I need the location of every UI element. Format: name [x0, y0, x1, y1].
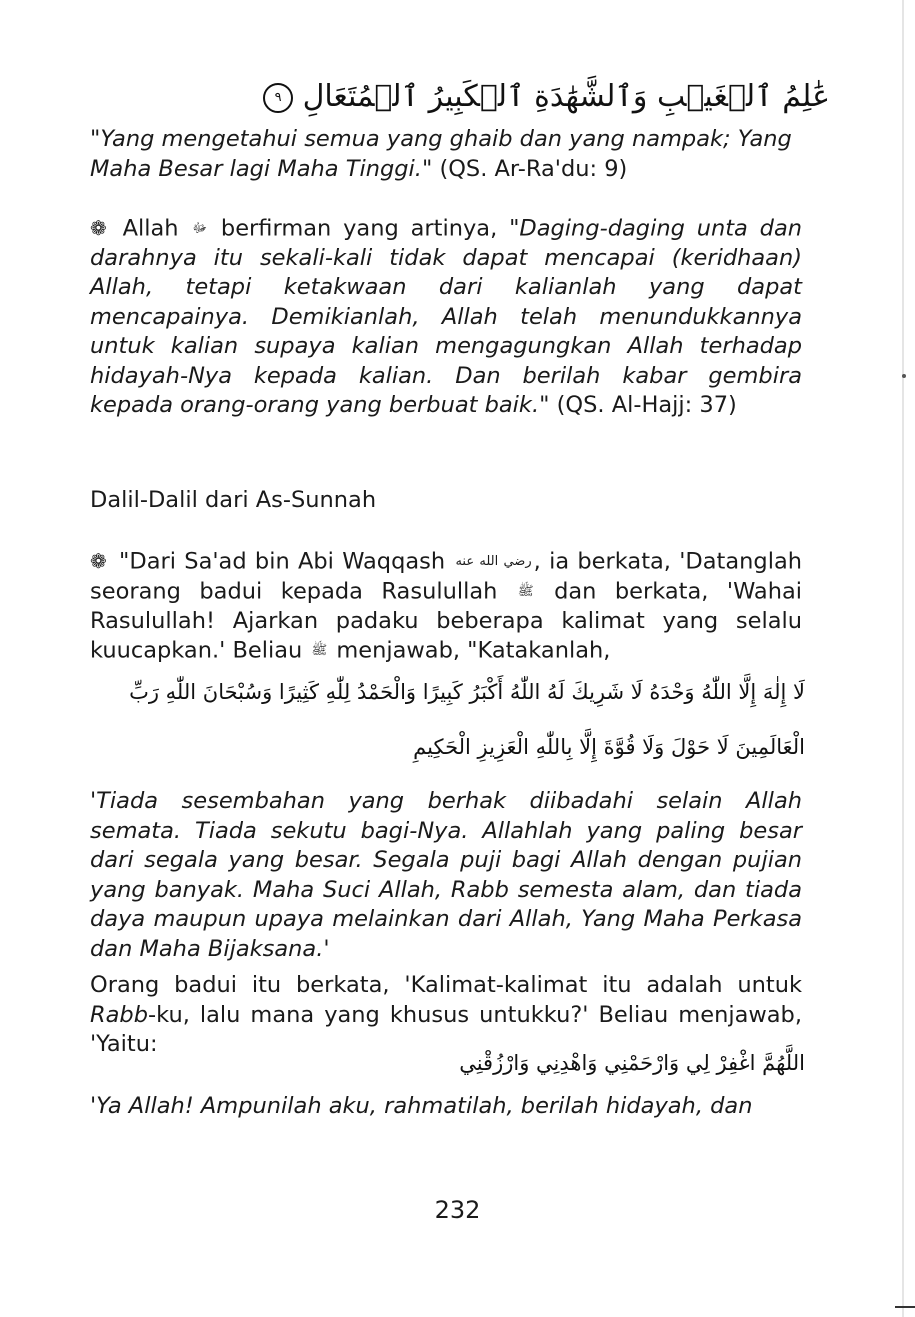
verse-translation-ar-rad [90, 125, 802, 184]
intro-text-2: berfirman yang artinya, [209, 215, 510, 242]
dzikir-arabic-line-1: لَا إِلٰهَ إِلَّا اللّٰهُ وَحْدَهُ لَا شَرِيكَ لَهُ اللّٰهُ أَكْبَرُ كَبِيرًا وَالْحَمْدُ لِلّٰهِ كَثِيرًا وَسُبْحَانَ اللّٰهِ رَبِّ [129, 680, 805, 704]
badui-text-1: Orang badui itu berkata, 'Kalimat-kalimat itu adalah untuk [90, 972, 802, 998]
rabb-word: Rabb [90, 1001, 148, 1028]
crop-mark [895, 1306, 915, 1308]
translation-text: "Daging-daging unta dan darahnya itu sekali-kali tidak dapat mencapai (keridhaan) Allah, tetapi ketakwaan dari kalianlah yang dapat mencapainya. Demikianlah, Allah telah menundukkannya untuk kalian supaya kalian mengagungkan Allah terhadap hidayah-Nya kepada kalian. Dan berilah kabar gembira kepada orang-orang yang berbuat baik." [90, 215, 802, 419]
salawat-icon: ﷺ [311, 643, 328, 658]
ayah-number-mark: ٩ [263, 83, 293, 113]
translation-text: 'Ya Allah! Ampunilah aku, rahmatilah, berilah hidayah, dan [90, 1093, 753, 1119]
hadith-text-4: menjawab, "Katakanlah, [329, 637, 611, 664]
flower-ornament-icon: ❁ [90, 549, 107, 574]
page-edge [902, 0, 904, 1317]
badui-text-2: -ku, lalu mana yang khusus untukku?' Beliau menjawab, 'Yaitu: [90, 1001, 802, 1057]
dzikir-translation [90, 787, 802, 964]
salawat-icon: ﷺ [517, 583, 534, 599]
radhiyallahu-anhu-icon: رضي الله عنه [455, 554, 532, 569]
intro-text: Allah [110, 215, 191, 242]
hadith-text-1: "Dari Sa'ad bin Abi Waqqash [110, 548, 454, 575]
doa-translation [90, 1092, 802, 1122]
jalla-jalaluh-icon: ﷻ [192, 221, 208, 236]
flower-ornament-icon: ❁ [90, 216, 107, 241]
translation-text: 'Tiada sesembahan yang berhak diibadahi selain Allah semata. Tiada sekutu bagi-Nya. Allahlah yang paling besar dari segala yang besar. Segala puji bagi Allah dengan pujian yang banyak. Maha Suci Allah, Rabb semesta alam, dan tiada daya maupun upaya melainkan dari Allah, Yang Maha Perkasa dan Maha Bijaksana.' [90, 788, 802, 962]
translation-text: "Yang mengetahui semua yang ghaib dan yang nampak; Yang Maha Besar lagi Maha Tinggi." [90, 126, 792, 182]
scan-speck [902, 374, 906, 378]
verse-translation-al-hajj [90, 214, 802, 421]
surah-reference: (QS. Al-Hajj: 37) [549, 392, 737, 419]
section-heading: Dalil-Dalil dari As-Sunnah [90, 487, 377, 513]
hadith-text-3: dan berkata, 'Wahai Rasulullah! Ajarkan padaku beberapa kalimat yang selalu kuucapkan.' Beliau [90, 578, 802, 664]
page-number: 232 [434, 1196, 481, 1224]
dzikir-arabic-line-2: الْعَالَمِينَ لَا حَوْلَ وَلَا قُوَّةَ إِلَّا بِاللّٰهِ الْعَزِيزِ الْحَكِيمِ [413, 735, 805, 759]
surah-reference: (QS. Ar-Ra'du: 9) [432, 155, 628, 182]
hadith-paragraph [90, 547, 802, 666]
quran-verse-text: عَٰلِمُ ٱلۡغَيۡبِ وَٱلشَّهَٰدَةِ ٱلۡكَبِيرُ ٱلۡمُتَعَالِ [302, 79, 830, 114]
hadith-text-2: , ia berkata, 'Datanglah seorang badui kepada Rasulullah [90, 548, 802, 604]
doa-arabic: اللَّهُمَّ اغْفِرْ لِي وَارْحَمْنِي وَاهْدِنِي وَارْزُقْنِي [459, 1051, 805, 1075]
quran-verse-arabic [90, 72, 830, 122]
